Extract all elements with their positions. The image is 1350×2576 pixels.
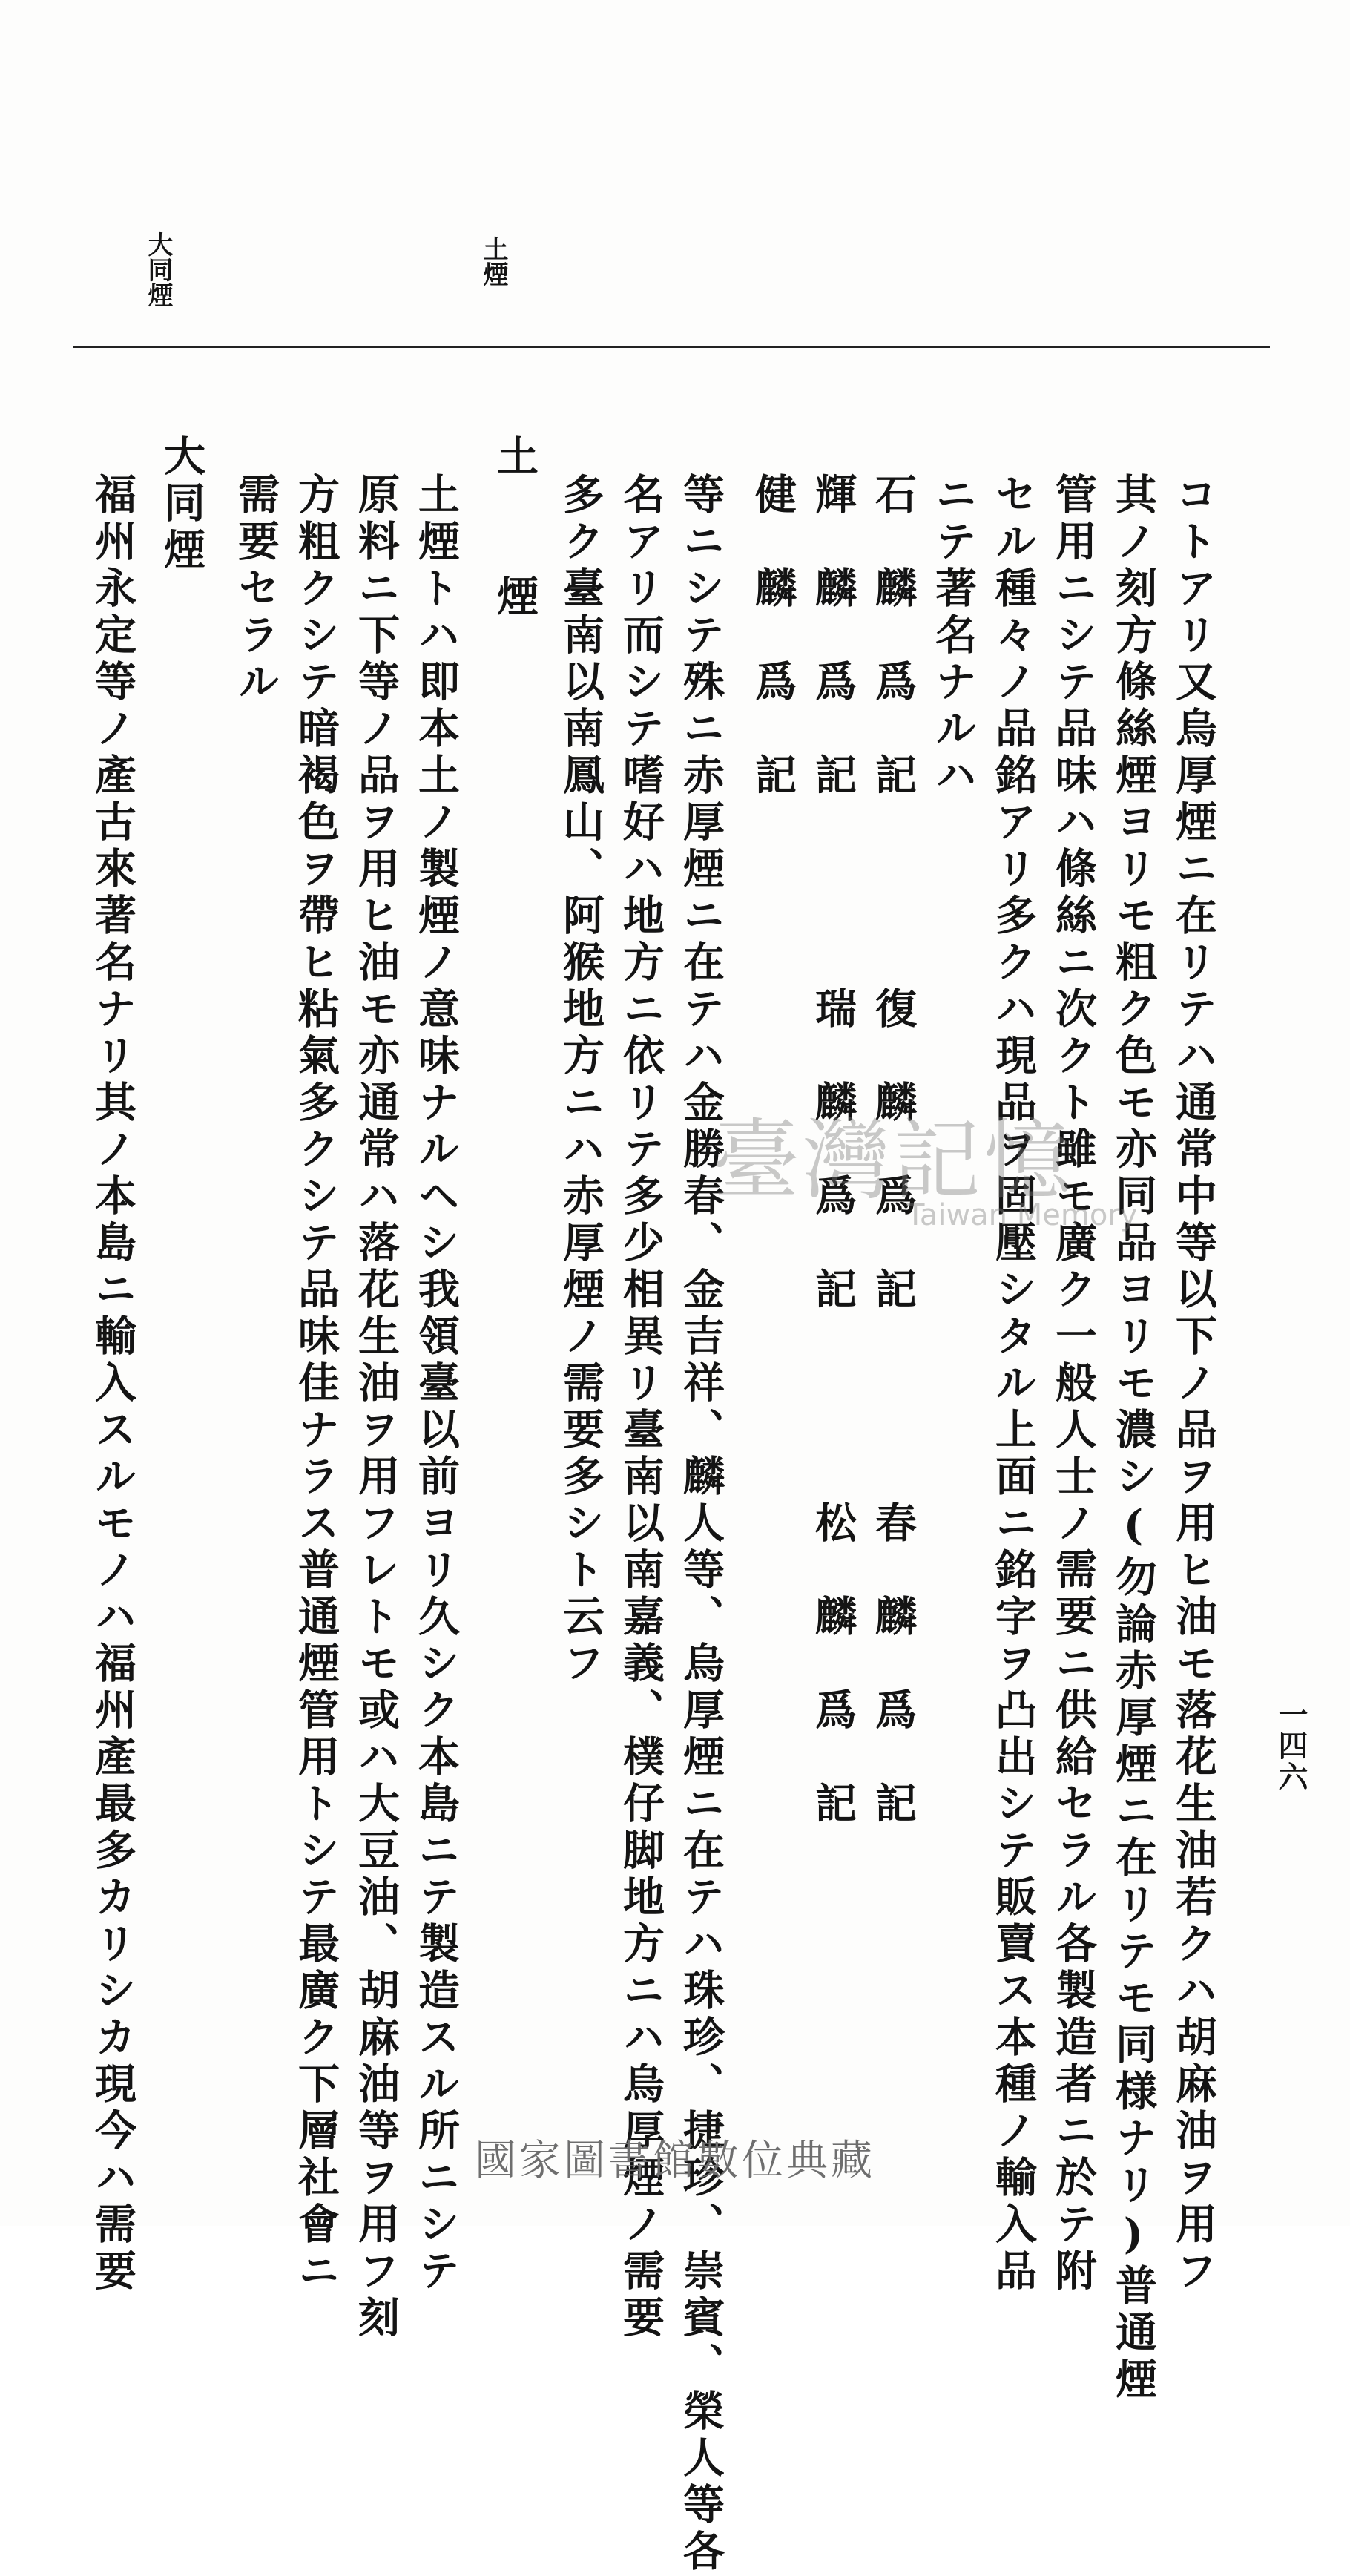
text-column: 福州永定等ノ產古來著名ナリ其ノ本島ニ輸入スルモノハ福州產最多カリシカ現今ハ需要 — [88, 473, 137, 2296]
watermark-logo — [712, 1109, 1138, 1232]
brand-list-column: 健 麟 爲 記 — [748, 473, 797, 800]
text-column: ニテ著名ナルハ — [929, 473, 978, 800]
watermark-chinese: 臺灣記憶 — [712, 1109, 1075, 1212]
text-column: セル種々ノ品銘アリ多クハ現品ヲ固壓シタル上面ニ銘字ヲ凸出シテ販賣ス本種ノ輸入品 — [989, 473, 1038, 2296]
brand-list-column: 輝 麟 爲 記 瑞 麟 爲 記 松 麟 爲 記 — [809, 473, 857, 1828]
text-column: 名アリ而シテ嗜好ハ地方ニ依リテ多少相異リ臺南以南嘉義、樸仔脚地方ニハ烏厚煙ノ需要 — [616, 473, 665, 2342]
text-column: 管用ニシテ品味ハ條絲ニ次クト雖モ廣ク一般人士ノ需要ニ供給セラル各製造者ニ於テ附 — [1049, 473, 1098, 2296]
text-column: 土煙トハ即本土ノ製煙ノ意味ナルヘシ我領臺以前ヨリ久シク本島ニテ製造スル所ニシテ — [412, 473, 461, 2296]
section-heading-datong: 大同煙 — [157, 434, 206, 574]
text-column: 多ク臺南以南鳳山、阿猴地方ニハ赤厚煙ノ需要多シト云フ — [556, 473, 605, 1688]
section-heading-tu: 土 煙 — [490, 434, 539, 621]
margin-label-datong: 大同煙 — [143, 231, 173, 307]
text-column: 方粗クシテ暗褐色ヲ帶ヒ粘氣多クシテ品味佳ナラス普通煙管用トシテ最廣ク下層社會ニ — [292, 473, 340, 2296]
footer-archive-label: 國家圖書館數位典藏 — [475, 2137, 875, 2185]
page-number: 一四六 — [1274, 1699, 1308, 1793]
text-column: 原料ニ下等ノ品ヲ用ヒ油モ亦通常ハ落花生油ヲ用フレトモ或ハ大豆油、胡麻油等ヲ用フ刻 — [352, 473, 401, 2342]
watermark-english: Taiwan Memory — [906, 1198, 1138, 1232]
text-column: コトアリ又烏厚煙ニ在リテハ通常中等以下ノ品ヲ用ヒ油モ落花生油若クハ胡麻油ヲ用フ — [1169, 473, 1218, 2296]
header-rule — [73, 346, 1270, 348]
brand-list-column: 石 麟 爲 記 復 麟 爲 記 春 麟 爲 記 — [869, 473, 918, 1828]
text-column: 需要セラル — [231, 473, 280, 706]
text-column: 等ニシテ殊ニ赤厚煙ニ在テハ金勝春、金吉祥、麟人等、烏厚煙ニ在テハ珠珍、捷珍、崇賓、榮人等各 — [676, 473, 725, 2576]
text-column: 其ノ刻方條絲煙ヨリモ粗ク色モ亦同品ヨリモ濃シ(勿論赤厚煙ニ在リテモ同様ナリ)普通煙 — [1109, 473, 1158, 2404]
margin-label-tu: 土煙 — [478, 236, 508, 286]
